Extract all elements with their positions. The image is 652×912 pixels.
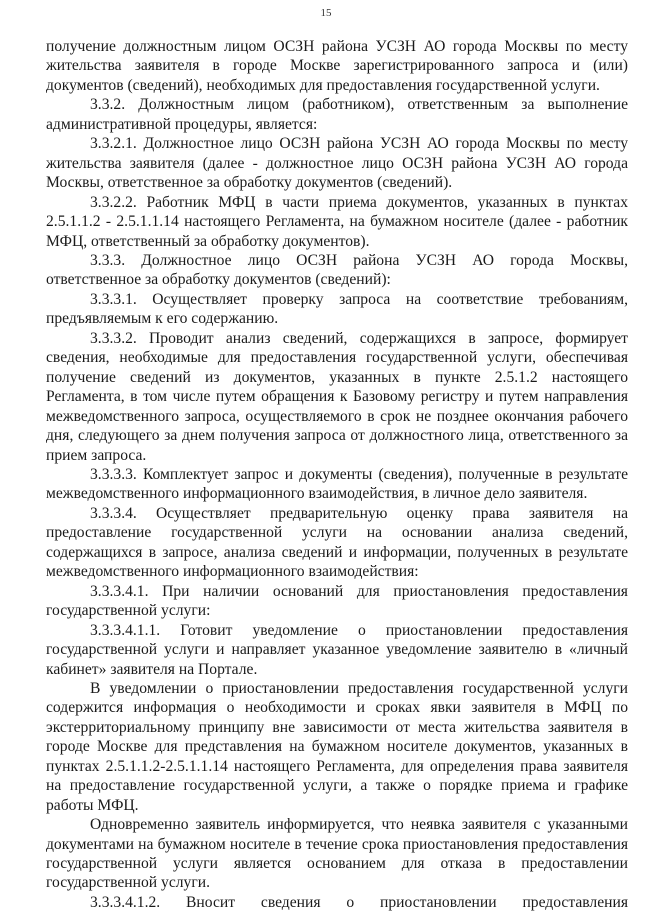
paragraph: 3.3.2.2. Работник МФЦ в части приема документов, указанных в пунктах 2.5.1.1.2 - 2.5.1.1.14 настоящего Регламента, на бумажном носителе (далее - работник МФЦ, ответственный за обработку документов). bbox=[46, 193, 628, 250]
paragraph: 3.3.3.3. Комплектует запрос и документы (сведения), полученные в результате межведомственного информационного взаимодействия, в личное дело заявителя. bbox=[46, 465, 628, 503]
paragraph: 3.3.3. Должностное лицо ОСЗН района УСЗН АО города Москвы, ответственное за обработку документов (сведений): bbox=[46, 251, 628, 289]
paragraph: В уведомлении о приостановлении предоставления государственной услуги содержится информация о необходимости и сроках явки заявителя в МФЦ по экстерриториальному принципу вне зависимости от места жительства заявителя в городе Москве для представления на бумажном носителе документов, указанных в пунктах 2.5.1.1.2-2.5.1.1.14 настоящего Регламента, для определения права заявителя на предоставление государственной услуги, а также о порядке приема и графике работы МФЦ. bbox=[46, 679, 628, 814]
paragraph: 3.3.3.4.1. При наличии оснований для приостановления предоставления государственной услуги: bbox=[46, 582, 628, 620]
paragraph: 3.3.2. Должностным лицом (работником), ответственным за выполнение административной процедуры, является: bbox=[46, 96, 628, 133]
paragraph: 3.3.3.4.1.1. Готовит уведомление о приостановлении предоставления государственной услуги и направляет указанное уведомление заявителю в «личный кабинет» заявителя на Портале. bbox=[46, 621, 628, 678]
page-number: 15 bbox=[320, 7, 332, 19]
paragraph: 3.3.3.4. Осуществляет предварительную оценку права заявителя на предоставление государственной услуги на основании анализа сведений, содержащихся в запросе, анализа сведений и информации, полученных в результате межведомственного информационного взаимодействия: bbox=[46, 504, 628, 581]
paragraph: 3.3.3.1. Осуществляет проверку запроса на соответствие требованиям, предъявляемым к его содержанию. bbox=[46, 290, 628, 328]
paragraph: Одновременно заявитель информируется, что неявка заявителя с указанными документами на бумажном носителе в течение срока приостановления предоставления государственной услуги является основанием для отказа в предоставлении государственной услуги. bbox=[46, 816, 628, 892]
paragraph: 3.3.3.2. Проводит анализ сведений, содержащихся в запросе, формирует сведения, необходимые для предоставления государственной услуги, обеспечивая получение сведений из документов, указанных в пункте 2.5.1.2 настоящего Регламента, в том числе путем обращения к Базовому регистру и путем направления межведомственного запроса, осуществляемого в срок не позднее окончания рабочего дня, следующего за днем получения запроса от должностного лица, ответственного за прием запроса. bbox=[46, 329, 628, 464]
paragraph: 3.3.3.4.1.2. Вносит сведения о приостановлении предоставления bbox=[90, 893, 628, 911]
document-body bbox=[46, 37, 628, 912]
paragraph: получение должностным лицом ОСЗН района УСЗН АО города Москвы по месту жительства заявителя в городе Москве зарегистрированного запроса и (или) документов (сведений), необходимых для предоставления государственной услуги. bbox=[46, 38, 628, 94]
paragraph: 3.3.2.1. Должностное лицо ОСЗН района УСЗН АО города Москвы по месту жительства заявителя (далее - должностное лицо ОСЗН района УСЗН АО города Москвы, ответственное за обработку документов (сведений). bbox=[46, 135, 628, 192]
